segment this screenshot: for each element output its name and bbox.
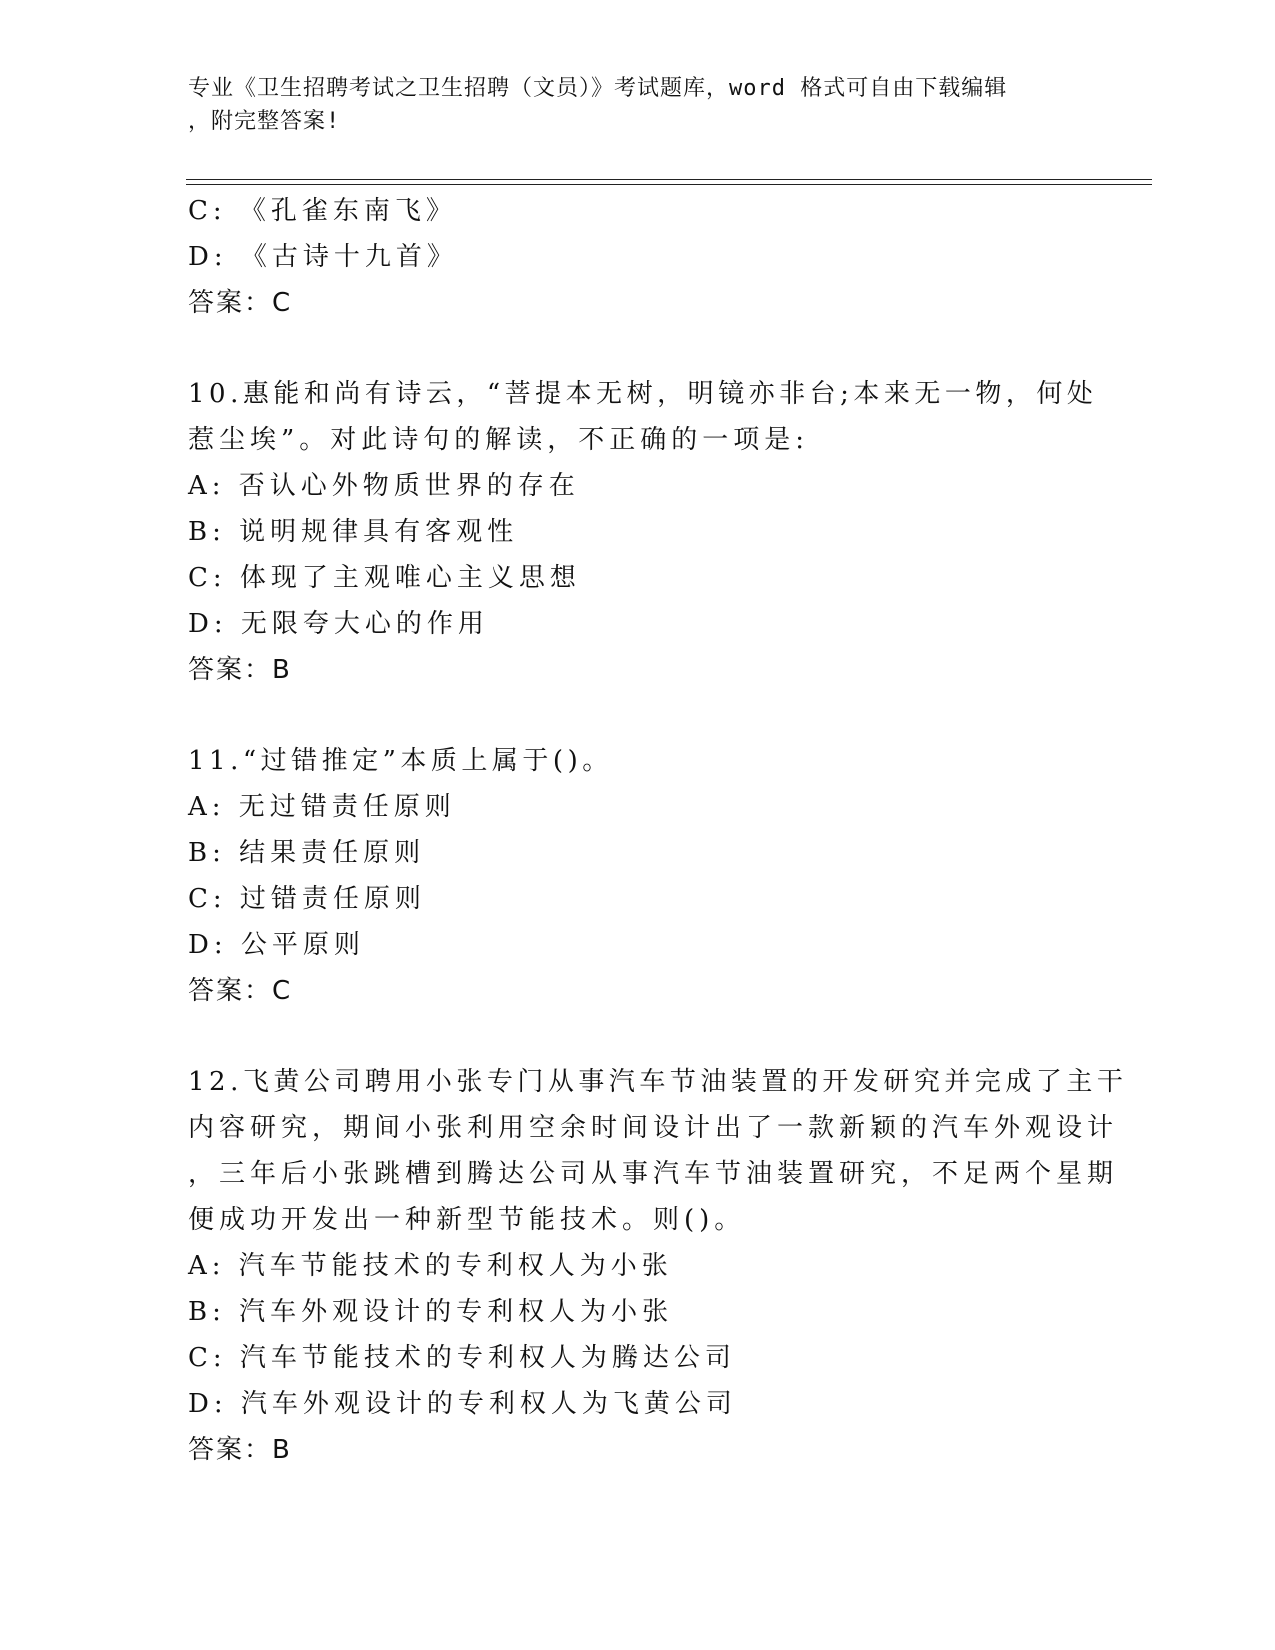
question-text-line: 12.飞黄公司聘用小张专门从事汽车节油装置的开发研究并完成了主干 — [188, 1067, 1128, 1097]
option-a: A: 否认心外物质世界的存在 — [188, 471, 580, 501]
option-b: B: 结果责任原则 — [188, 838, 426, 868]
option-a: A: 汽车节能技术的专利权人为小张 — [188, 1251, 673, 1281]
answer: 答案：B — [188, 655, 292, 685]
header-rule-top — [186, 179, 1152, 180]
question-text-line: 10.惠能和尚有诗云，“菩提本无树，明镜亦非台;本来无一物，何处 — [188, 379, 1098, 409]
answer: 答案：C — [188, 288, 293, 318]
document-body — [188, 188, 1128, 1473]
option-a: A: 无过错责任原则 — [188, 792, 456, 822]
spacer — [188, 1014, 1088, 1059]
option-d: D: 汽车外观设计的专利权人为飞黄公司 — [188, 1389, 737, 1419]
option-d: D: 公平原则 — [188, 930, 365, 960]
option-c: C: 体现了主观唯心主义思想 — [188, 563, 581, 593]
answer: 答案：B — [188, 1435, 292, 1465]
question-text-line: 便成功开发出一种新型节能技术。则()。 — [188, 1205, 746, 1235]
option-d: D: 无限夸大心的作用 — [188, 609, 489, 639]
answer: 答案：C — [188, 976, 293, 1006]
question-9-tail — [188, 188, 1088, 326]
spacer — [188, 693, 1088, 738]
question-text-line: ，三年后小张跳槽到腾达公司从事汽车节油装置研究，不足两个星期 — [188, 1159, 1119, 1189]
question-12 — [188, 1059, 1128, 1473]
spacer — [188, 326, 1088, 371]
option-b: B: 汽车外观设计的专利权人为小张 — [188, 1297, 674, 1327]
question-text-line: 惹尘埃”。对此诗句的解读，不正确的一项是: — [188, 425, 810, 455]
question-11 — [188, 738, 1088, 1014]
option-c: C: 汽车节能技术的专利权人为腾达公司 — [188, 1343, 736, 1373]
question-text-line: 11.“过错推定”本质上属于()。 — [188, 746, 613, 776]
header-rule-bottom — [186, 184, 1152, 185]
option-c: C: 过错责任原则 — [188, 884, 426, 914]
document-header — [188, 72, 1088, 138]
header-line-1: 专业《卫生招聘考试之卫生招聘（文员）》考试题库，word 格式可自由下载编辑 — [188, 76, 1008, 101]
option-b: B: 说明规律具有客观性 — [188, 517, 519, 547]
question-text-line: 内容研究，期间小张利用空余时间设计出了一款新颖的汽车外观设计 — [188, 1113, 1119, 1143]
question-10 — [188, 371, 1098, 693]
option-d: D: 《古诗十九首》 — [188, 242, 458, 272]
header-line-2: ，附完整答案! — [188, 109, 341, 134]
option-c: C: 《孔雀东南飞》 — [188, 196, 457, 226]
